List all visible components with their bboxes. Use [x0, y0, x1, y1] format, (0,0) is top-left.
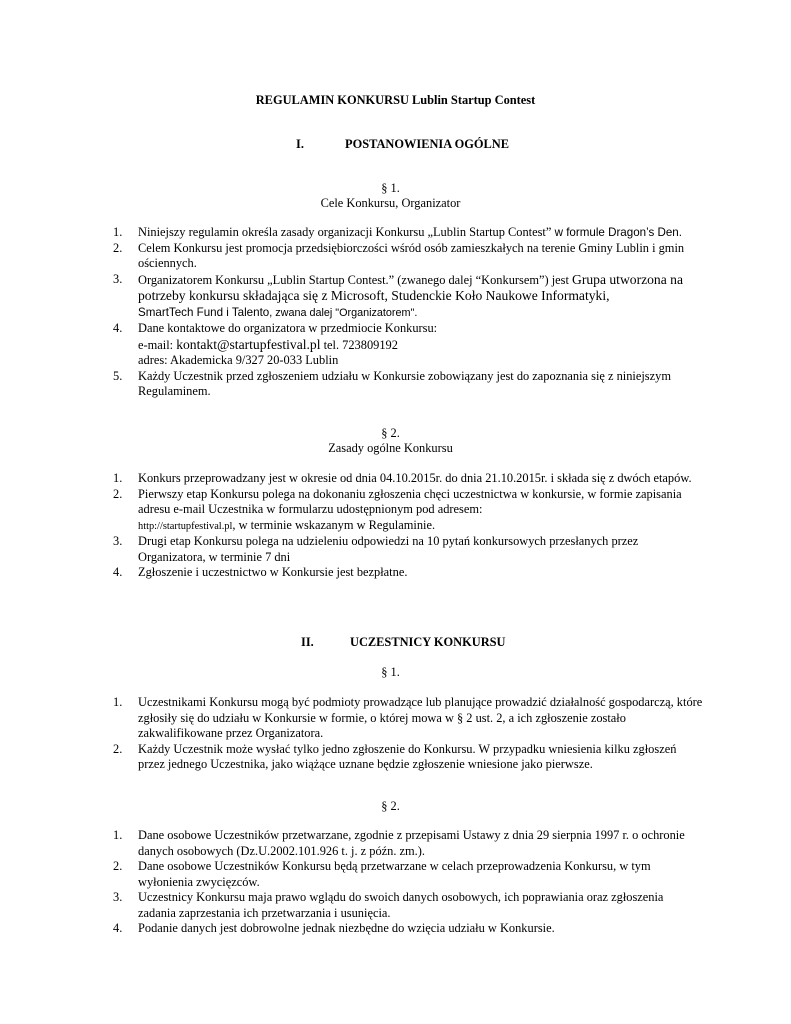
item-number: 1.	[113, 695, 123, 709]
section-mark: § 2.	[381, 799, 400, 813]
list-item	[113, 534, 703, 565]
item-text-partners: SmartTech Fund i Talento	[138, 305, 270, 319]
item-text: Dane kontaktowe do organizatora w przedmiocie Konkursu:	[138, 321, 438, 335]
chapter-number: II.	[301, 635, 314, 649]
item-text-suffix: w formule Dragon’s Den.	[551, 226, 682, 239]
item-number: 2.	[113, 859, 123, 873]
item-text-suffix: , w terminie wskazanym w Regulaminie.	[232, 517, 436, 532]
list-item	[113, 859, 703, 890]
item-number: 1.	[113, 225, 123, 239]
item-number: 3.	[113, 890, 123, 904]
chapter-1-heading	[296, 137, 596, 153]
item-text-organizer: Grupa utworzona na potrzeby konkursu składająca się z Microsoft, Studenckie Koło Naukowe Informatyki,	[138, 271, 683, 303]
section-heading: Zasady ogólne Konkursu	[328, 441, 453, 455]
item-number: 5.	[113, 368, 123, 383]
item-text: Zgłoszenie i uczestnictwo w Konkursie jest bezpłatne.	[138, 565, 408, 579]
item-number: 3.	[113, 534, 123, 548]
section-mark: § 1.	[381, 665, 400, 679]
section-heading: Cele Konkursu, Organizator	[320, 196, 461, 210]
item-text: Każdy Uczestnik może wysłać tylko jedno zgłoszenie do Konkursu. W przypadku wniesienia kilku zgłoszeń przez jednego Uczestnika, jako wiążące uznane będzie zgłoszenie wniesione jako pierwsze.	[138, 741, 677, 771]
phone-number: tel. 723809192	[320, 337, 398, 352]
email-label: e-mail:	[138, 337, 177, 352]
item-text: Organizatorem Konkursu „Lublin Startup Contest.” (zwanego dalej “Konkursem”) jest	[138, 272, 573, 287]
list-item	[113, 695, 703, 742]
list-item	[113, 742, 703, 773]
section-mark: § 2.	[381, 426, 400, 440]
list-item	[113, 241, 703, 272]
list-item	[113, 471, 703, 487]
list-item	[113, 828, 703, 859]
item-text: Każdy Uczestnik przed zgłoszeniem udziału w Konkursie zobowiązany jest do zapoznania się z niniejszym Regulaminem.	[138, 368, 671, 398]
chapter-2-heading	[301, 635, 601, 651]
chapter-2-section-1-list	[113, 695, 703, 773]
postal-address: adres: Akademicka 9/327 20-033 Lublin	[138, 353, 339, 367]
chapter-title: UCZESTNICY KONKURSU	[350, 635, 506, 649]
list-item	[113, 487, 703, 535]
website-link[interactable]: http://startupfestival.pl	[138, 520, 233, 532]
list-item	[113, 921, 703, 937]
item-number: 1.	[113, 828, 123, 842]
item-number: 4.	[113, 921, 123, 935]
email-address[interactable]: kontakt@startupfestival.pl	[176, 336, 321, 352]
item-text: Dane osobowe Uczestników Konkursu będą przetwarzane w celach przeprowadzenia Konkursu, w tym wyłonienia zwycięzców.	[138, 859, 651, 889]
item-text: Uczestnicy Konkursu maja prawo wglądu do swoich danych osobowych, ich poprawiania oraz zgłoszenia zadania zaprzestania ich przetwarzania i usunięcia.	[138, 890, 664, 920]
item-text: Pierwszy etap Konkursu polega na dokonaniu zgłoszenia chęci uczestnictwa w konkursie, w formie zapisania adresu e-mail Uczestnika w formularzu udostępnionym pod adresem:	[138, 486, 682, 516]
item-text-alias: , zwana dalej "Organizatorem".	[269, 306, 418, 319]
chapter-2-section-2-list	[113, 828, 703, 937]
item-text: Drugi etap Konkursu polega na udzieleniu odpowiedzi na 10 pytań konkursowych przesłanych przez Organizatora, w terminie 7 dni	[138, 534, 639, 564]
list-item	[113, 565, 703, 581]
list-item	[113, 272, 703, 322]
section-mark: § 1.	[381, 181, 400, 195]
list-item	[113, 225, 703, 241]
item-text: Celem Konkursu jest promocja przedsiębiorczości wśród osób zamieszkałych na terenie Gminy Lublin i gmin ościennych.	[138, 240, 685, 270]
item-number: 4.	[113, 565, 123, 579]
item-text: Uczestnikami Konkursu mogą być podmioty prowadzące lub planujące prowadzić działalność gospodarczą, które zgłosiły się do udziału w Konkursie w formie, o której mowa w § 2 ust. 2, a ich zgłoszenie zostało zakwalifikowane przez Organizatora.	[138, 695, 703, 740]
section-1-list	[113, 225, 703, 400]
item-text: Niniejszy regulamin określa zasady organizacji Konkursu „Lublin Startup Contest”	[138, 225, 552, 239]
item-number: 1.	[113, 471, 123, 485]
list-item	[113, 890, 703, 921]
item-text: Konkurs przeprowadzany jest w okresie od dnia 04.10.2015r. do dnia 21.10.2015r. i składa się z dwóch etapów.	[138, 471, 692, 485]
document-title: REGULAMIN KONKURSU Lublin Startup Contest	[255, 93, 536, 107]
item-number: 2.	[113, 741, 123, 756]
section-2-list	[113, 471, 703, 581]
item-number: 2.	[113, 486, 123, 501]
item-text: Dane osobowe Uczestników przetwarzane, zgodnie z przepisami Ustawy z dnia 29 sierpnia 1997 r. o ochronie danych osobowych (Dz.U.2002.101.926 t. j. z późn. zm.).	[138, 828, 685, 858]
chapter-title: POSTANOWIENIA OGÓLNE	[345, 137, 509, 151]
list-item	[113, 369, 703, 400]
chapter-number: I.	[296, 137, 304, 151]
item-text: Podanie danych jest dobrowolne jednak niezbędne do wzięcia udziału w Konkursie.	[138, 921, 555, 935]
list-item	[113, 321, 703, 369]
item-number: 4.	[113, 321, 123, 335]
item-number: 2.	[113, 240, 123, 255]
item-number: 3.	[113, 271, 123, 286]
